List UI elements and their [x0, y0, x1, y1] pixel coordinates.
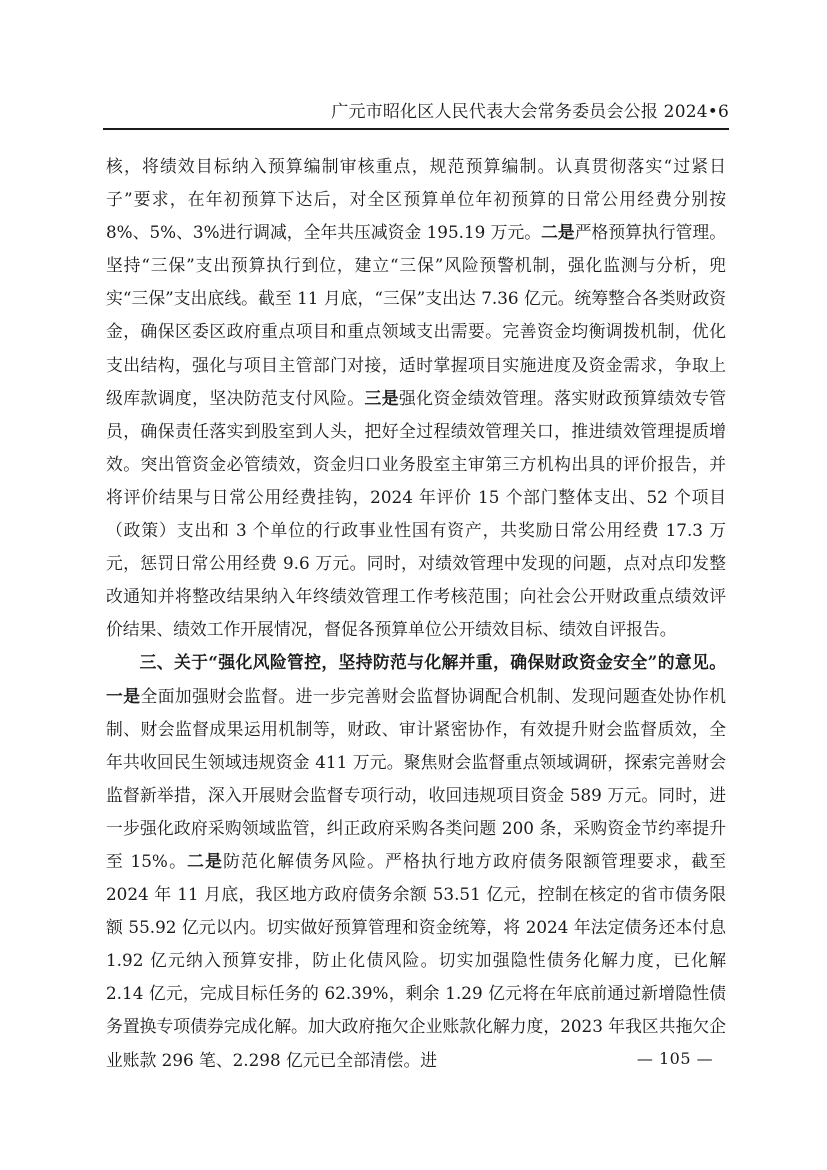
page-number: — 105 —: [636, 1049, 714, 1068]
header-divider: [103, 128, 729, 130]
section-heading: 三、关于“强化风险管控，坚持防范与化解并重，确保财政资金安全”的意见。一是: [106, 652, 726, 706]
paragraph-text: 防范化解债务风险。严格执行地方政府债务限额管理要求，截至 2024 年 11 月底，我区地方政府债务余额 53.51 亿元，控制在核定的省市债务限额 55.92 亿元以内。切实做好预算管理和资金统筹，将 2024 年法定债务还本付息 1.92 亿元纳入预算安排，防止化债风险。切实加强隐性债务化解力度，已化解 2.14 亿元，完成目标任务的 62.39%，剩余 1.29 亿元将在年底前通过新增隐性债务置换专项债券完成化解。加大政府拖欠企业账款化解力度，2023 年我区共拖欠企业账款 296 笔、2.298 亿元已全部清偿。进: [106, 850, 726, 1070]
paragraph-risk-control: [106, 646, 726, 1076]
paragraph-text: 核，将绩效目标纳入预算编制审核重点，规范预算编制。认真贯彻落实“过紧日子”要求，在年初预算下达后，对全区预算单位年初预算的日常公用经费分别按 8%、5%、3%进行调减，全年共压减资金 195.19 万元。: [106, 156, 726, 243]
emphasis-label: 二是: [541, 222, 575, 243]
paragraph-text: 全面加强财会监督。进一步完善财会监督协调配合机制、发现问题查处协作机制、财会监督成果运用机制等，财政、审计紧密协作，有效提升财会监督质效，全年共收回民生领域违规资金 411 万元。聚焦财会监督重点领域调研，探索完善财会监督新举措，深入开展财会监督专项行动，收回违规项目资金 589 万元。同时，进一步强化政府采购领域监管，纠正政府采购各类问题 200 条，采购资金节约率提升至 15%。: [106, 685, 726, 871]
document-body: [106, 150, 726, 1077]
emphasis-label: 三是: [364, 387, 399, 408]
page-header-title: 广元市昭化区人民代表大会常务委员会公报 2024•6: [331, 102, 729, 122]
paragraph-text: 强化资金绩效管理。落实财政预算绩效专管员，确保责任落实到股室到人头，把好全过程绩效管理关口，推进绩效管理提质增效。突出管资金必管绩效，资金归口业务股室主审第三方机构出具的评价报告，并将评价结果与日常公用经费挂钩，2024 年评价 15 个部门整体支出、52 个项目（政策）支出和 3 个单位的行政事业性国有资产，共奖励日常公用经费 17.3 万元，惩罚日常公用经费 9.6 万元。同时，对绩效管理中发现的问题，点对点印发整改通知并将整改结果纳入年终绩效管理工作考核范围；向社会公开财政重点绩效评价结果、绩效工作开展情况，督促各预算单位公开绩效目标、绩效自评报告。: [106, 387, 726, 640]
paragraph-text: 严格预算执行管理。坚持“三保”支出预算执行到位，建立“三保”风险预警机制，强化监测与分析，兜实“三保”支出底线。截至 11 月底，“三保”支出达 7.36 亿元。统筹整合各类财政资金，确保区委区政府重点项目和重点领域支出需要。完善资金均衡调拨机制，优化支出结构，强化与项目主管部门对接，适时掌握项目实施进度及资金需求，争取上级库款调度，坚决防范支付风险。: [106, 222, 726, 408]
emphasis-label: 二是: [187, 850, 224, 871]
paragraph-budget-management: [106, 150, 726, 646]
